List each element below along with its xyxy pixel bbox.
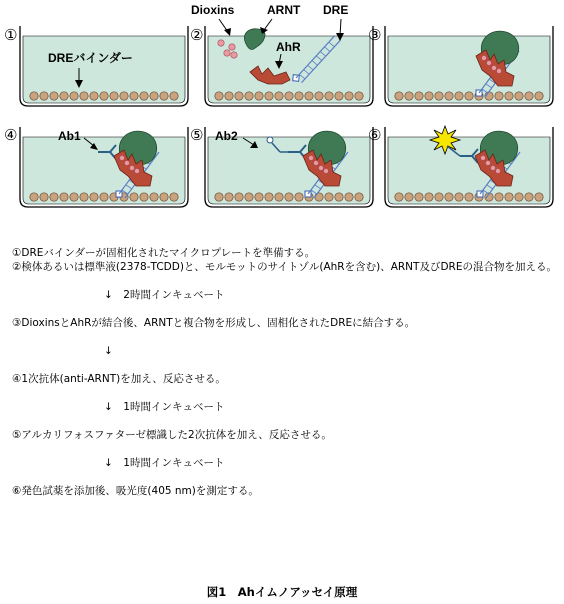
arnt-label: ARNT — [267, 3, 301, 17]
arrow-incubate-1h-a: ↓ 1時間インキュベート — [104, 401, 225, 413]
panel-2 — [190, 3, 373, 106]
ab2-label: Ab2 — [215, 129, 238, 143]
ab1-label: Ab1 — [58, 129, 81, 143]
step-3: ③DioxinsとAhRが結合後、ARNTと複合物を形成し、固相化されたDREに結合する。 — [12, 317, 416, 329]
step-4: ④1次抗体(anti-ARNT)を加え、反応させる。 — [12, 373, 226, 385]
panel-number-5: ⑤ — [190, 126, 204, 144]
panel-number-4: ④ — [4, 126, 18, 144]
step-6: ⑥発色試薬を添加後、吸光度(405 nm)を測定する。 — [12, 485, 259, 497]
panel-4 — [4, 126, 188, 207]
dre-binder-label: DREバインダー — [48, 51, 133, 65]
step-5: ⑤アルカリフォスファターゼ標識した2次抗体を加え、反応させる。 — [12, 429, 332, 441]
panel-3 — [368, 26, 553, 106]
dioxins-label: Dioxins — [191, 3, 235, 17]
ahr-label: AhR — [276, 40, 301, 54]
panel-number-3: ③ — [368, 26, 382, 44]
panel-number-6: ⑥ — [368, 126, 382, 144]
dre-label: DRE — [323, 3, 349, 17]
step-1: ①DREバインダーが固相化されたマイクロプレートを準備する。 — [12, 247, 316, 259]
panel-number-1: ① — [4, 26, 18, 44]
panel-6 — [368, 126, 553, 207]
panel-number-2: ② — [190, 26, 204, 44]
panel-5 — [190, 126, 373, 207]
assay-diagram — [0, 0, 564, 240]
arrow-incubate-1h-b: ↓ 1時間インキュベート — [104, 457, 225, 469]
signal-burst — [430, 126, 460, 154]
figure-caption: 図1 Ahイムノアッセイ原理 — [206, 585, 358, 599]
arrow-plain: ↓ — [104, 345, 113, 357]
procedure-steps — [12, 246, 560, 498]
arrow-incubate-2h: ↓ 2時間インキュベート — [104, 289, 225, 301]
panel-1 — [4, 26, 188, 106]
step-2: ②検体あるいは標準液(2378-TCDD)と、モルモットのサイトゾル(AhRを含む)、ARNT及びDREの混合物を加える。 — [12, 261, 557, 273]
